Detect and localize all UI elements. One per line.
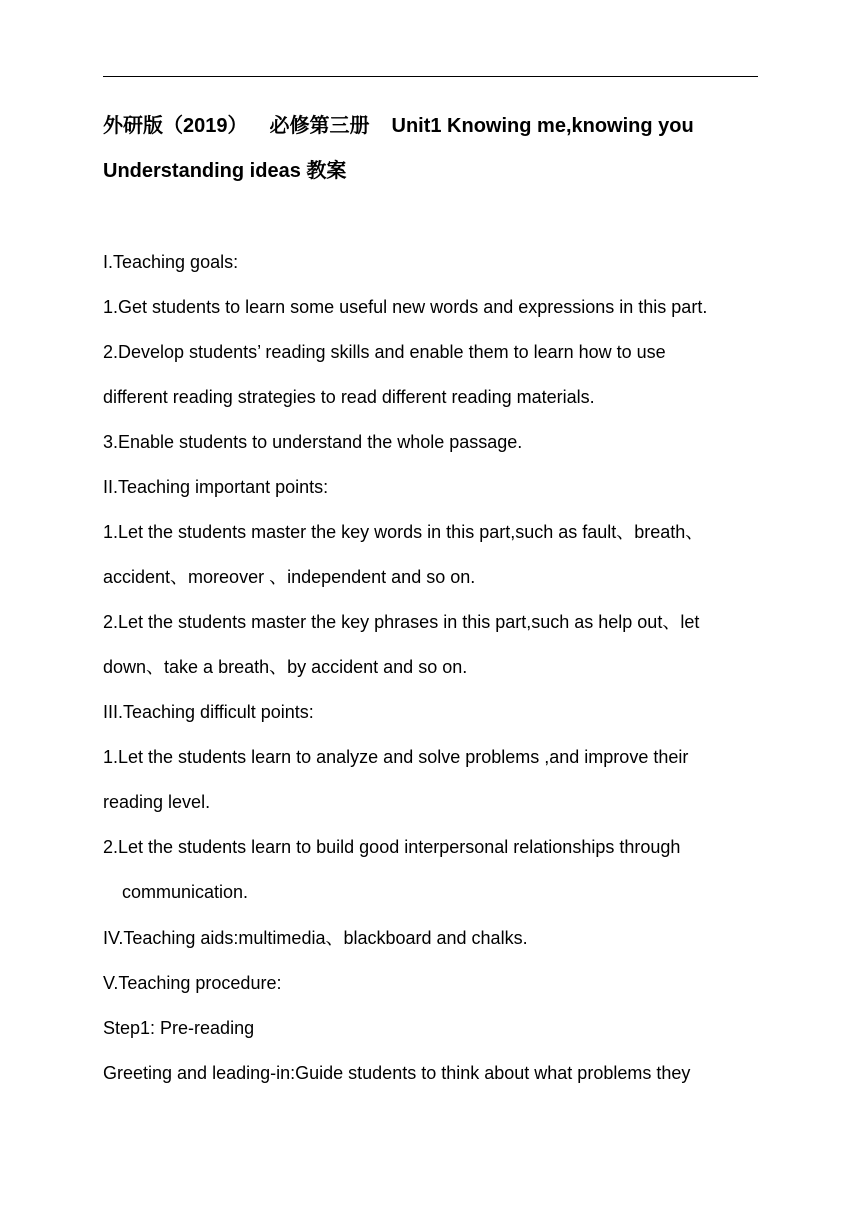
paragraph-line: 2.Develop students’ reading skills and enable them to learn how to use [103, 342, 666, 362]
paragraph-line: 1.Let the students learn to analyze and solve problems ,and improve their [103, 747, 689, 767]
title-unit: Unit1 Knowing me,knowing you [391, 115, 694, 137]
document-title [103, 113, 694, 139]
step-heading: Step1: Pre-reading [103, 1018, 255, 1038]
title-publisher: 外研版（2019） [103, 115, 248, 137]
section-heading-difficult-points: III.Teaching difficult points: [103, 702, 314, 722]
paragraph-line: Greeting and leading-in:Guide students to think about what problems they [103, 1063, 691, 1083]
paragraph-line: communication. [122, 882, 249, 902]
section-heading-goals: I.Teaching goals: [103, 252, 239, 272]
paragraph-line: 2.Let the students master the key phrases in this part,such as help out、let [103, 612, 700, 632]
section-heading-aids: IV.Teaching aids:multimedia、blackboard and chalks. [103, 928, 528, 948]
document-subtitle: Understanding ideas 教案 [103, 160, 347, 182]
paragraph-line: different reading strategies to read different reading materials. [103, 387, 595, 407]
paragraph-line: down、take a breath、by accident and so on. [103, 657, 468, 677]
title-book: 必修第三册 [269, 115, 370, 137]
paragraph-line: 2.Let the students learn to build good interpersonal relationships through [103, 837, 681, 857]
paragraph-line: accident、moreover 、independent and so on. [103, 567, 476, 587]
header-rule [103, 76, 758, 77]
paragraph-line: reading level. [103, 792, 211, 812]
paragraph-line: 3.Enable students to understand the whole passage. [103, 432, 523, 452]
paragraph-line: 1.Let the students master the key words in this part,such as fault、breath、 [103, 522, 704, 542]
paragraph-line: 1.Get students to learn some useful new words and expressions in this part. [103, 297, 708, 317]
section-heading-important-points: II.Teaching important points: [103, 477, 329, 497]
section-heading-procedure: V.Teaching procedure: [103, 973, 282, 993]
